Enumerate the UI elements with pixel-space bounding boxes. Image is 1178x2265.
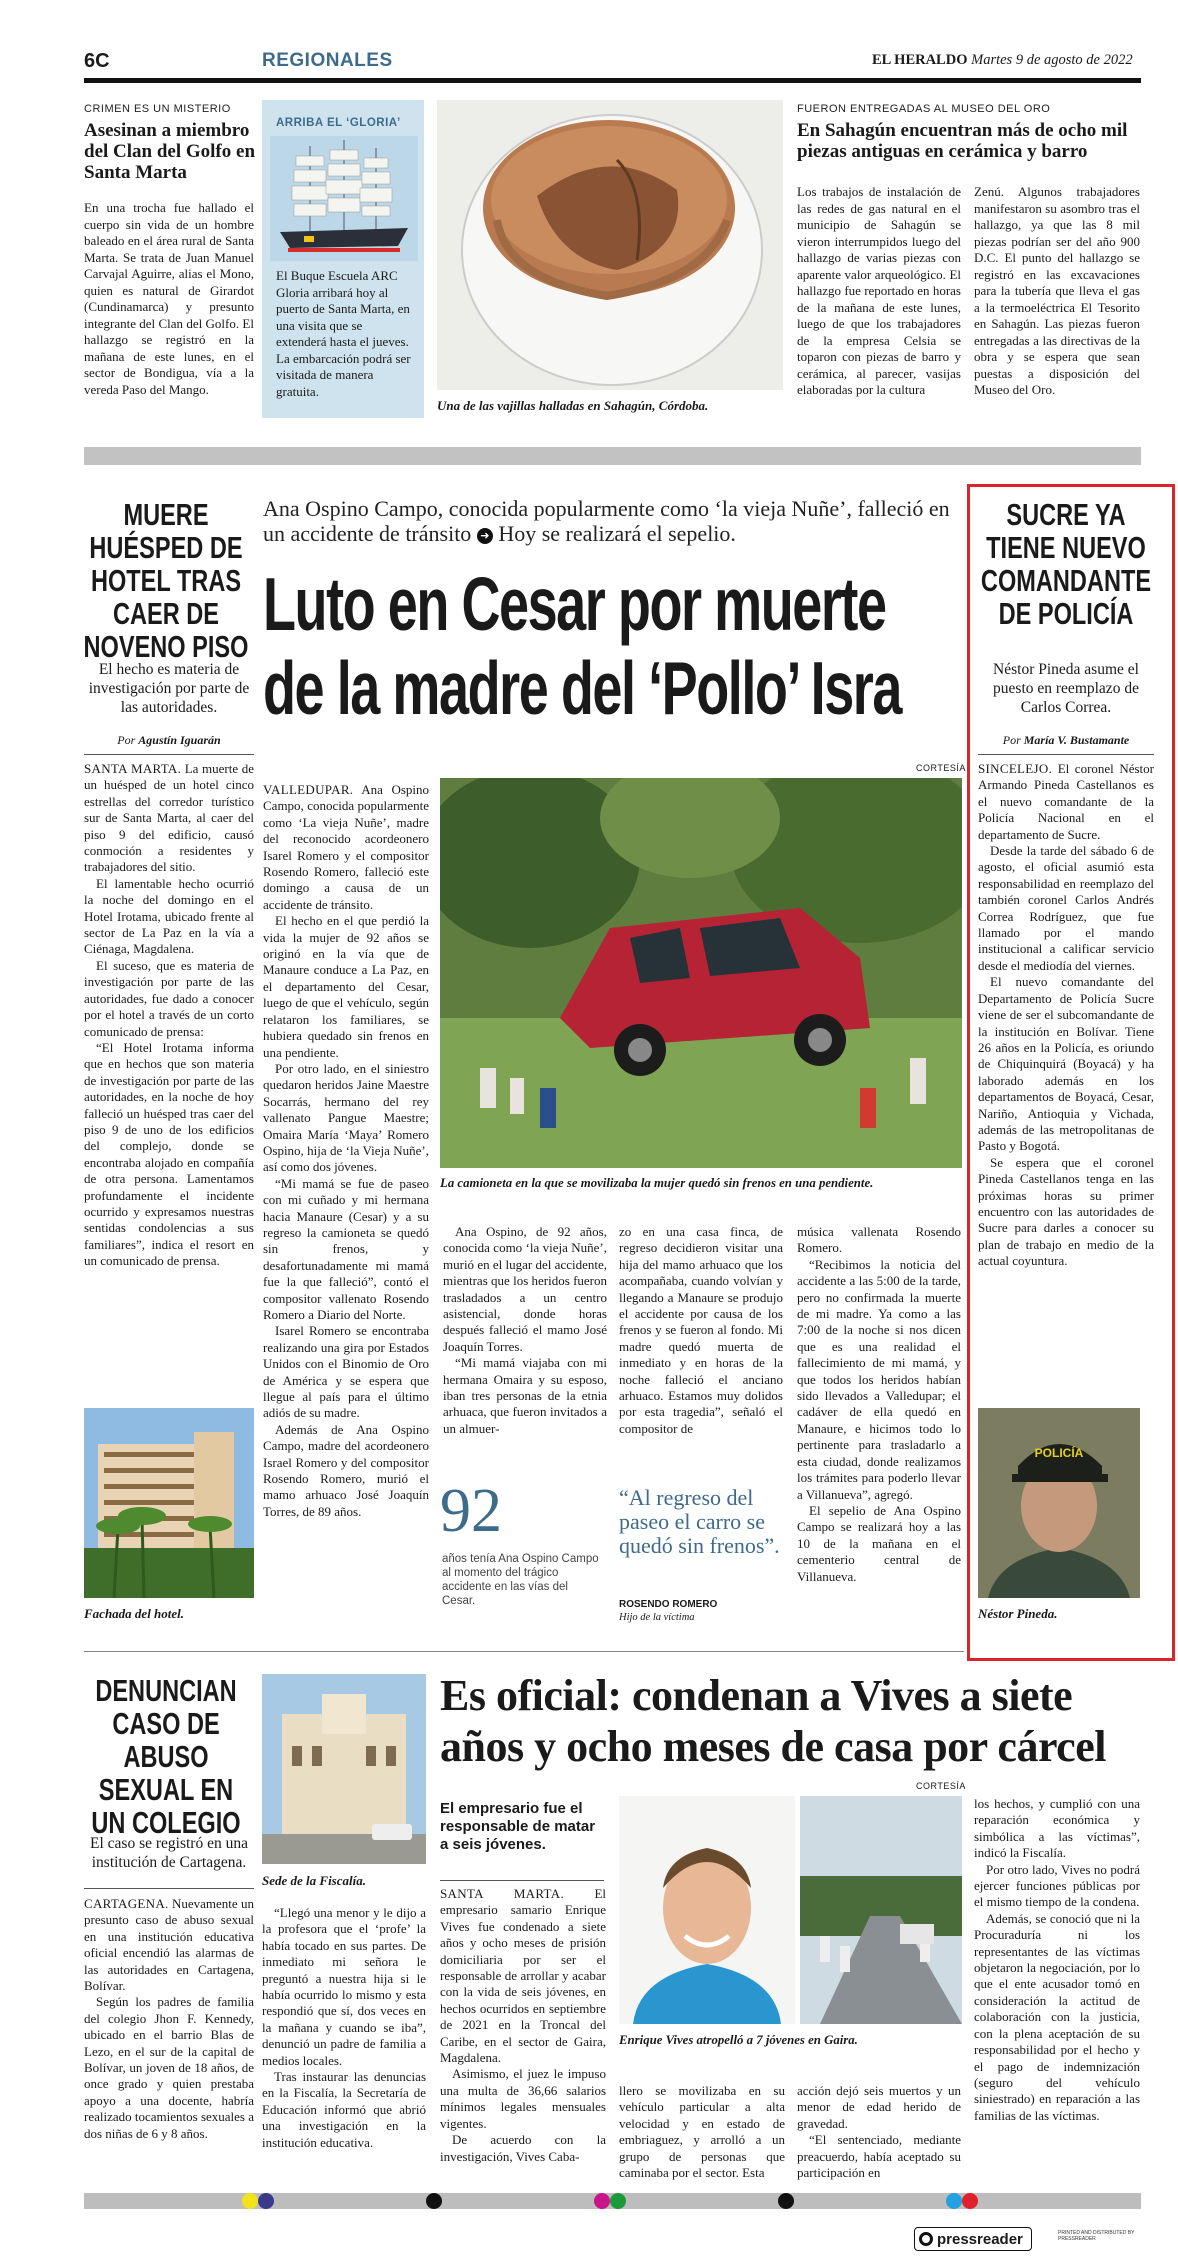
vives-photo-caption: Enrique Vives atropelló a 7 jóvenes en Gaira. [619,2033,858,2047]
cap-badge-text: POLICÍA [1034,1446,1084,1460]
hotel-p0: La muerte de un huésped de un hotel cinco estrellas del corredor turístico sur de Santa Marta, al caer del piso 9 del edificio, causó conmoción a residentes y trabajadores del sitio. [84,761,254,875]
hotel-body [84,761,254,1270]
vives-photo-credit: CORTESÍA [916,1781,966,1791]
vives-col1-p0: El empresario samario Enrique Vives fue condenado a siete años y ocho meses de prisión domiciliaria por ser el responsable de arrollar y acabar con la vida de seis jóvenes, en hechos ocurridos en septiembre de 2021 en la Troncal del Caribe, en el sector de Gaira, Magdalena. [440,1886,606,2066]
pottery-photo [437,100,783,390]
crime-kicker: CRIMEN ES UN MISTERIO [84,103,231,115]
sucre-byline-rule [978,754,1154,755]
abuso-col2 [262,1905,426,2151]
crime-headline: Asesinan a miembro del Clan del Golfo en Santa Marta [84,120,256,183]
main-col4-p1: “Recibimos la noticia del accidente a las 5:00 de la tarde, pero no confirmada la muerte de mi madre. Ya como a las 7:00 de la noche si nos dicen que es una realidad el fallecimiento de mi mamá, y que todos los heridos habían sido llevados a Valledupar; el cadáver de ella quedó en Manaure, e hicimos todo lo pertinente para trasladarlo a esta ciudad, donde realizamos los trámites para poderlo llevar a Villanueva”, agregó. [797,1256,961,1502]
sucre-byline [978,733,1154,748]
vives-col2-text: llero se movilizaba en su vehículo particular a alta velocidad y en estado de embriaguez, y arrolló a un grupo de personas que caminaba por el sector. Esta [619,2083,785,2181]
pressreader-logo[interactable] [914,2227,1032,2251]
masthead-date [872,52,1133,69]
vives-headline-line1: Es oficial: condenan a Vives a siete [440,1671,1073,1720]
road-scene-photo [800,1796,962,2024]
main-col3 [619,1224,783,1437]
car-crash-photo [440,778,962,1168]
hotel-byline-prefix: Por [117,733,136,747]
vives-col4-p1: Por otro lado, Vives no podrá ejercer funciones públicas por el mismo tiempo de la condena. [974,1861,1140,1910]
main-col1-p2: Por otro lado, en el siniestro quedaron heridos Jaine Maestre Socarrás, hermano del rey vallenato Pangue Maestre; Omaira María ‘Maya’ Romero Ospino, hija de ‘la Vieja Nuñe’, así como dos jóvenes. [263,1060,429,1175]
main-dateline: VALLEDUPAR. [263,782,354,797]
main-col1-p0: Ana Ospino Campo, conocida popularmente como ‘La vieja Nuñe’, madre del reconocido acordeonero Isarel Romero y el compositor Rosendo Romero, falleció este domingo a causa de un accidente de tránsito. [263,782,429,912]
sucre-byline-prefix: Por [1002,733,1021,747]
vives-col2 [619,2083,785,2181]
main-deck-more: Hoy se realizará el sepelio. [498,521,736,546]
gloria-ship-illustration [270,136,418,261]
officer-caption: Néstor Pineda. [978,1606,1058,1621]
date-text: Martes 9 de agosto de 2022 [971,52,1133,68]
abuso-col2-p0: “Llegó una menor y le dijo a la profesora que el ‘profe’ la había tocado en sus partes. De inmediato mi señora le preguntó a nuestra hija si le había ocurrido lo mismo y esta respondió que sí, dos veces en la mañana y cuando se iba”, denunció un padre de familia a medios locales. [262,1905,426,2068]
mid-rule [84,1651,964,1652]
pressreader-fine-print: PRINTED AND DISTRIBUTED BY PRESSREADER [1058,2230,1135,2242]
abuso-col1-p0: Nuevamente un presunto caso de abuso sexual en una institución educativa oficial encendió las alarmas de las autoridades en Cartagena, Bolívar. [84,1896,254,1994]
main-headline-line1: Luto en Cesar por muerte [263,562,886,646]
quote-role: Hijo de la víctima [619,1612,695,1623]
quote-author: ROSENDO ROMERO [619,1599,718,1610]
vives-deck: El empresario fue el responsable de matar a seis jóvenes. [440,1800,596,1853]
vives-col3 [797,2083,961,2181]
main-col2 [443,1224,607,1437]
hotel-p1: El lamentable hecho ocurrió la noche del domingo en el Hotel Irotama, ubicado frente al sector de La Paz en la vía a Ciénaga, Magdalena. [84,875,254,957]
sahagun-col1: Los trabajos de instalación de las redes de gas natural en el municipio de Sahagún se vieron interrumpidos luego del hallazgo de varias piezas con aparente valor arqueológico. El hallazgo fue reportado en horas de la mañana de este lunes, luego de que los trabajadores de la empresa Celsia se toparon con piezas de barro y cerámica, al parecer, vasijas elaboradas por la cultura [797,184,961,397]
abuso-col2-p1: Tras instaurar las denuncias en la Fiscalía, la Secretaría de Educación informó que abrió una investigación en la institución educativa. [262,2069,426,2150]
main-col1-p5: Además de Ana Ospino Campo, madre del acordeonero Israel Romero y del compositor Rosendo Romero, murió el mamo arhuaco José Joaquín Torres, de 89 años. [263,1421,429,1519]
hotel-byline-author: Agustín Iguarán [138,733,221,747]
gloria-body: El Buque Escuela ARC Gloria arribará hoy al puerto de Santa Marta, en una visita que se extenderá hasta el jueves. La embarcación podrá ser visitada de manera gratuita. [276,268,411,399]
registration-dot [778,2193,794,2209]
registration-dot [962,2193,978,2209]
main-col1 [263,782,429,1520]
hotel-dateline: SANTA MARTA. [84,761,182,776]
abuso-dateline: CARTAGENA. [84,1896,169,1911]
vives-col1-p2: De acuerdo con la investigación, Vives Caba- [440,2132,606,2164]
vives-col4-p0: los hechos, y cumplió con una reparación económica y simbólica a las víctimas”, indicó la Fiscalía. [974,1796,1140,1861]
main-col4-p2: El sepelio de Ana Ospino Campo se realizará hoy a las 10 de la mañana en el cementerio central de Villanueva. [797,1502,961,1584]
abuso-headline: DENUNCIAN CASO DE ABUSO SEXUAL EN UN COLEGIO [91,1674,241,1839]
hotel-byline-rule [84,754,254,755]
main-col3-text: zo en una casa finca, de regreso decidieron visitar una hija del mamo arhuaco que los acompañaba, cuando volvían y llegando a Manaure se produjo el accidente por causa de los frenos y se fueron al fondo. Mi madre quedó muerta de inmediato y en horas de la noche falleció el anciano arhuaco. Estamos muy dolidos por esta tragedia”, señaló el compositor de [619,1224,783,1436]
sucre-byline-author: María V. Bustamante [1023,733,1130,747]
hotel-deck: El hecho es materia de investigación por parte de las autoridades. [88,661,250,716]
main-headline [263,562,963,752]
main-headline-line2: de la madre del ‘Pollo’ Isra [263,646,901,730]
sucre-deck: Néstor Pineda asume el puesto en reemplazo de Carlos Correa. [993,661,1139,716]
vives-col3-p0: acción dejó seis muertos y un menor de edad herido de gravedad. [797,2083,961,2131]
vives-col4 [974,1796,1140,2124]
header-rule [84,78,1141,83]
vives-col1-p1: Asimismo, el juez le impuso una multa de 36,66 salarios mínimos legales mensuales vigentes. [440,2066,606,2131]
registration-dot [258,2193,274,2209]
officer-photo [978,1408,1140,1598]
sucre-dateline: SINCELEJO. [978,761,1053,776]
section-separator [84,447,1141,465]
abuso-col1-p1: Según los padres de familia del colegio Jhon F. Kennedy, ubicado en el barrio Blas de Lezo, en el sur de la capital de Bolívar, un joven de 18 años, de once grado y quien prestaba apoyo a una docente, habría realizado tocamientos sexuales a dos niñas de 6 y 8 años. [84,1994,255,2141]
pressreader-brand: pressreader [937,2230,1023,2248]
main-col1-p1: El hecho en el que perdió la vida la mujer de 92 años se originó en la vía que de Manaure conduce a La Paz, en el departamento del Cesar, luego de que el vehículo, según relataron los familiares, se hubiera quedado sin frenos en una pendiente. [263,913,429,1060]
paper-name: EL HERALDO [872,52,968,68]
main-col2-p0: Ana Ospino, de 92 años, conocida como ‘la vieja Nuñe’, murió en el lugar del accidente, mientras que los heridos fueron trasladados a un centro asistencial, donde horas después falleció el mamo José Joaquín Torres. [443,1224,607,1354]
main-col4 [797,1224,961,1585]
hotel-byline [84,733,254,748]
registration-dot [242,2193,258,2209]
sahagun-headline: En Sahagún encuentran más de ocho mil piezas antiguas en cerámica y barro [797,120,1128,162]
abuso-deck-rule [84,1888,254,1889]
registration-dot [946,2193,962,2209]
sucre-p0: El coronel Néstor Armando Pineda Castellanos es el nuevo comandante de la Policía Nacional en el departamento de Sucre. [978,761,1154,842]
sucre-headline: SUCRE YA TIENE NUEVO COMANDANTE DE POLICÍA [980,498,1152,630]
pottery-caption: Una de las vajillas halladas en Sahagún, Córdoba. [437,398,709,413]
registration-dot [594,2193,610,2209]
pull-quote: “Al regreso del paseo el carro se quedó sin frenos”. [619,1485,780,1558]
sucre-p1: Desde la tarde del sábado 6 de agosto, el oficial asumió esta responsabilidad en reemplazo del también coronel Carlos Andrés Correa Rodríguez, que fue llamado por el mando institucional a calificar servicio desde el mediodía del viernes. [978,843,1154,973]
main-deck-text: Ana Ospino Campo, conocida popularmente como ‘la vieja Nuñe’, falleció en un accidente de tránsito [263,496,950,546]
main-col1-p3: “Mi mamá se fue de paseo con mi cuñado y mi hermana hacia Manaure (Cesar) y a su regreso la camioneta se quedó sin frenos, y desafortunadamente mi mamá fue la que falleció”, contó el compositor vallenato Rosendo Romero a Diario del Norte. [263,1175,429,1322]
vives-dateline: SANTA MARTA. [440,1886,564,1901]
vives-col3-p1: “El sentenciado, mediante preacuerdo, había aceptado su participación en [797,2132,961,2181]
abuso-col1 [84,1896,254,2142]
main-photo-caption: La camioneta en la que se movilizaba la mujer quedó sin frenos en una pendiente. [440,1176,874,1190]
vives-col1 [440,1886,606,2165]
section-name: REGIONALES [262,50,393,71]
arrow-circle-icon: ➜ [477,528,493,544]
hotel-photo [84,1408,254,1598]
main-deck [263,496,963,546]
sucre-p2: El nuevo comandante del Departamento de Policía Sucre viene de ser el subcomandante de la institución en Bolívar. Tiene 26 años en la Policía, es oriundo de Chiquinquirá (Boyacá) y ha laborado además en los departamentos de Boyacá, Cesar, Nariño, Antioquia y Vichada, además de las metropolitanas de Pasto y Bogotá. [978,974,1154,1154]
vives-col4-p2: Además, se conoció que ni la Procuraduría ni los representantes de las víctimas objetaron la negociación, por lo que el ente acusador tomó en consideración la actitud de colaboración con la justicia, con la plena aceptación de su responsabilidad por el hecho y el pago de indemnización (seguro del vehículo siniestrado) en reparación a las familias de las víctimas. [974,1910,1140,2123]
sahagun-col2: Zenú. Algunos trabajadores manifestaron su asombro tras el hallazgo, ya que las 8 mil piezas podrían ser del año 900 D.C. El punto del hallazgo se registró en las excavaciones para la tubería que lleva el gas a la termoeléctrica El Tesorito en Sahagún. Las piezas fueron entregadas a las directivas de la obra y se espera que sean puestas a disposición del Museo del Oro. [974,184,1140,397]
hotel-headline: MUERE HUÉSPED DE HOTEL TRAS CAER DE NOVENO PISO [83,498,249,663]
hotel-caption: Fachada del hotel. [84,1606,185,1621]
hotel-p3: “El Hotel Irotama informa que en hechos que son materia de investigación por parte de las autoridades, en la noche de hoy falleció un huésped tras caer del piso 9 de uno de los edificios del complejo, donde se encontraba alojado en compañía de otra persona. Lamentamos profundamente el incidente ocurrido y expresamos nuestras sentidas condolencias a sus familiares”, indica el resort en un comunicado de prensa. [84,1039,254,1269]
vives-portrait-photo [619,1796,795,2024]
crime-body: En una trocha fue hallado el cuerpo sin vida de un hombre baleado en el área rural de Santa Marta. Se trata de Juan Manuel Carvajal Aguirre, alias el Mono, quien es natural de Girardot (Cundinamarca) y presunto integrante del Clan del Golfo. El hallazgo se registró en la mañana de este lunes, en el sector de Bondigua, vía a la vereda Paso del Mango. [84,200,254,397]
sucre-body [978,761,1154,1270]
vives-deck-rule [440,1880,604,1881]
main-col4-p0: música vallenata Rosendo Romero. [797,1224,961,1256]
main-photo-credit: CORTESÍA [916,763,966,773]
sucre-p3: Se espera que el coronel Pineda Castellanos tenga en las próximas horas su primer encuentro con las autoridades de Sucre para darles a conocer su plan de trabajo en medio de la actual coyuntura. [978,1154,1154,1269]
stat-number: 92 [440,1477,502,1545]
hotel-p2: El suceso, que es materia de investigación por parte de las autoridades, fue dado a conocer por el hotel a través de un corto comunicado de prensa: [84,957,254,1039]
main-col1-p4: Isarel Romero se encontraba realizando una gira por Estados Unidos con el Binomio de Oro de América y se espera que llegue al país para el último adiós de su madre. [263,1323,429,1421]
gloria-kicker: ARRIBA EL ‘GLORIA’ [276,117,401,129]
stat-text: años tenía Ana Ospino Campo al momento del trágico accidente en las vías del Cesar. [442,1553,599,1607]
page-number: 6C [84,50,110,72]
sahagun-kicker: FUERON ENTREGADAS AL MUSEO DEL ORO [797,103,1051,115]
registration-dot [426,2193,442,2209]
vives-headline [440,1670,1140,1772]
abuso-deck: El caso se registró en una institución de Cartagena. [90,1835,248,1871]
fiscalia-photo [262,1674,426,1864]
registration-dot [610,2193,626,2209]
main-col2-p1: “Mi mamá viajaba con mi hermana Omaira y su esposo, iban tres personas de la etnia arhuaca, que fueron invitados a un almuer- [443,1355,607,1436]
vives-headline-line2: años y ocho meses de casa por cárcel [440,1722,1106,1771]
pressreader-icon [919,2232,933,2246]
fiscalia-caption: Sede de la Fiscalía. [262,1873,366,1888]
